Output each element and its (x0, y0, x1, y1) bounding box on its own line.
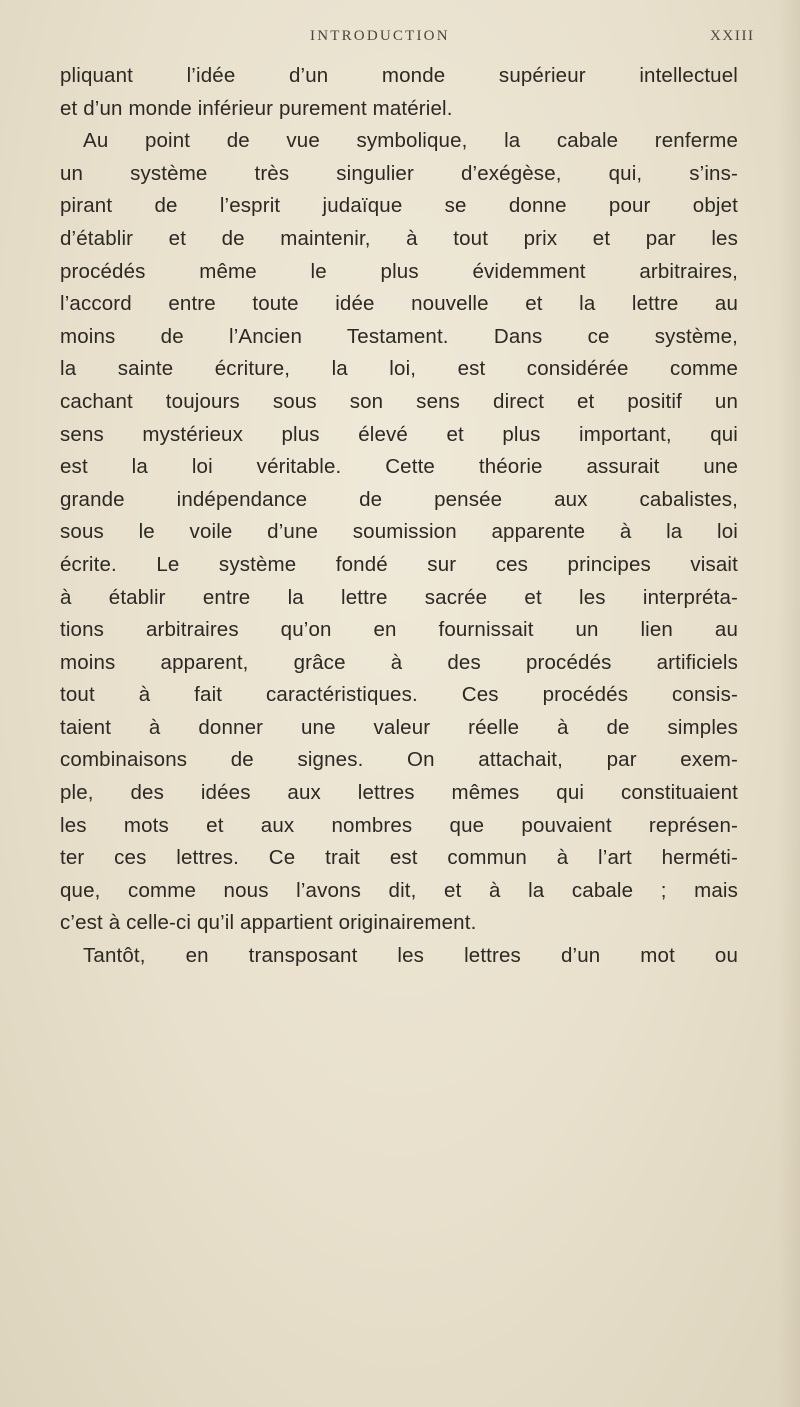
text-line: l’accord entre toute idée nouvelle et la lettre au (60, 292, 738, 316)
page-edge-shadow (778, 0, 800, 1407)
text-line: pliquant l’idée d’un monde supérieur intellectuel (60, 64, 738, 87)
text-line: combinaisons de signes. On attachait, par exem- (60, 748, 738, 772)
body-text (60, 60, 738, 973)
text-line: écrite. Le système fondé sur ces principes visait (60, 552, 738, 576)
text-line: Au point de vue symbolique, la cabale renferme (83, 129, 738, 153)
text-line: la sainte écriture, la loi, est considérée comme (60, 357, 738, 381)
text-line: sens mystérieux plus élevé et plus important, qui (60, 422, 738, 446)
page-header (0, 22, 800, 52)
text-line: ple, des idées aux lettres mêmes qui constituaient (60, 781, 738, 805)
text-line: pirant de l’esprit judaïque se donne pour objet (60, 194, 738, 218)
text-line: à établir entre la lettre sacrée et les interpréta- (60, 585, 738, 609)
text-line: moins de l’Ancien Testament. Dans ce système, (60, 324, 738, 348)
text-line: que, comme nous l’avons dit, et à la cabale ; mais (60, 878, 738, 902)
text-line: grande indépendance de pensée aux cabalistes, (60, 487, 738, 511)
text-line: les mots et aux nombres que pouvaient représen- (60, 813, 738, 837)
text-line: procédés même le plus évidemment arbitraires, (60, 259, 738, 283)
text-line: taient à donner une valeur réelle à de simples (60, 715, 738, 739)
text-line: d’établir et de maintenir, à tout prix et par les (60, 226, 738, 250)
text-line: tout à fait caractéristiques. Ces procédés consis- (60, 683, 738, 707)
text-line: moins apparent, grâce à des procédés artificiels (60, 650, 738, 674)
text-line: et d’un monde inférieur purement matériel. (60, 96, 453, 120)
text-line: un système très singulier d’exégèse, qui, s’ins- (60, 161, 738, 185)
text-line: sous le voile d’une soumission apparente à la loi (60, 520, 738, 544)
text-line: tions arbitraires qu’on en fournissait un lien au (60, 618, 738, 642)
running-title: INTRODUCTION (310, 28, 450, 44)
text-line: Tantôt, en transposant les lettres d’un mot ou (83, 944, 738, 968)
text-line: ter ces lettres. Ce trait est commun à l’art herméti- (60, 846, 738, 870)
text-line: cachant toujours sous son sens direct et positif un (60, 389, 738, 413)
text-line: c’est à celle-ci qu’il appartient originairement. (60, 911, 477, 935)
page-number: XXIII (710, 28, 755, 44)
text-line: est la loi véritable. Cette théorie assurait une (60, 455, 738, 479)
